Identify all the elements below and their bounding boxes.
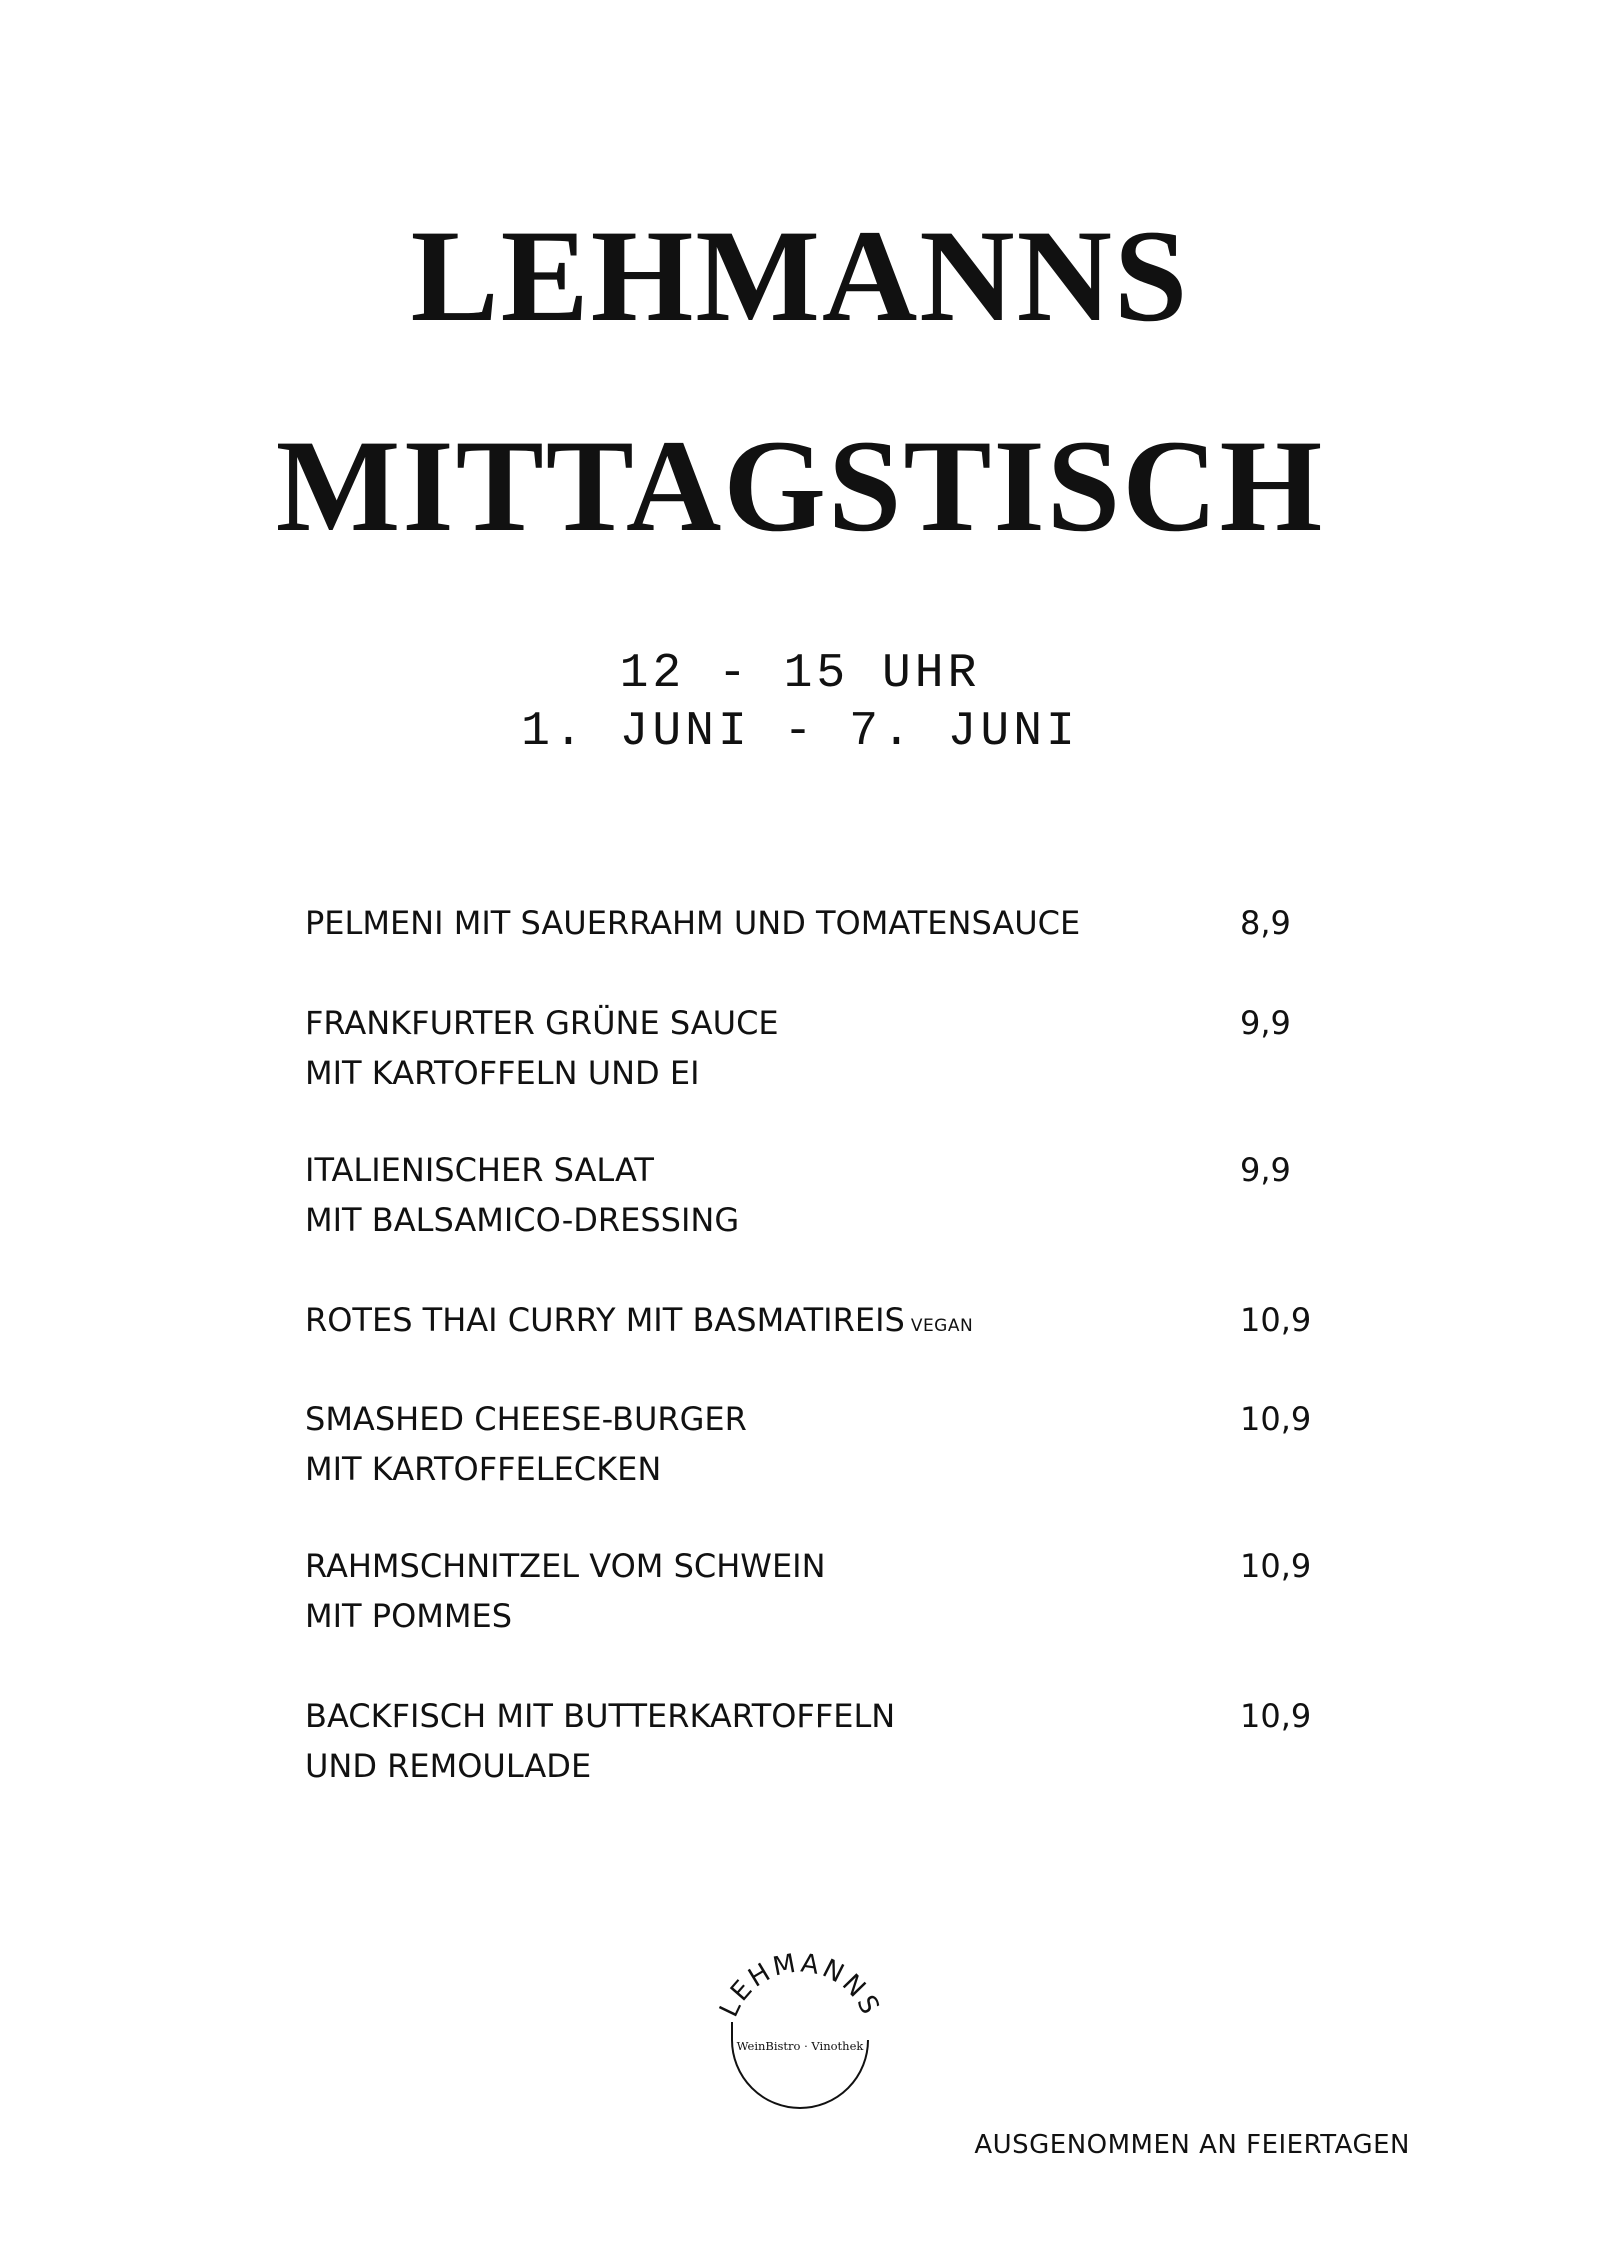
vegan-tag: VEGAN <box>910 1316 974 1336</box>
logo-name: LEHMANNS <box>714 1948 886 2022</box>
dish-name <box>305 1394 1205 1494</box>
opening-hours <box>0 645 1600 761</box>
dish-line-2: UND REMOULADE <box>305 1747 592 1785</box>
dish-name <box>305 1541 1205 1641</box>
hours-time: 12 - 15 UHR <box>619 647 981 701</box>
dish-name <box>305 998 1205 1098</box>
dish-price: 10,9 <box>1240 1400 1312 1438</box>
dish-name <box>305 1295 1205 1351</box>
dish-line-2: MIT BALSAMICO-DRESSING <box>305 1201 740 1239</box>
title-line-1: LEHMANNS <box>410 202 1190 349</box>
title-line-2: MITTAGSTISCH <box>275 412 1325 559</box>
dish-line-2: MIT POMMES <box>305 1597 512 1635</box>
dish-price: 10,9 <box>1240 1547 1312 1585</box>
dish-line-1: ITALIENISCHER SALAT <box>305 1151 654 1189</box>
dish-price: 9,9 <box>1240 1004 1291 1042</box>
dish-price: 8,9 <box>1240 904 1291 942</box>
dish-price: 10,9 <box>1240 1301 1312 1339</box>
dish-line-1 <box>305 1295 1205 1351</box>
dish-line-1: RAHMSCHNITZEL VOM SCHWEIN <box>305 1547 826 1585</box>
dish-line-2: MIT KARTOFFELECKEN <box>305 1450 662 1488</box>
logo-subtitle: WeinBistro · Vinothek <box>736 2039 864 2053</box>
dish-line-1: SMASHED CHEESE-BURGER <box>305 1400 747 1438</box>
dish-name <box>305 1145 1205 1245</box>
holiday-note: AUSGENOMMEN AN FEIERTAGEN <box>974 2130 1410 2160</box>
dish-name <box>305 898 1205 948</box>
dish-line-1: BACKFISCH MIT BUTTERKARTOFFELN <box>305 1697 896 1735</box>
hours-dates: 1. JUNI - 7. JUNI <box>521 705 1079 759</box>
dish-price: 10,9 <box>1240 1697 1312 1735</box>
lehmanns-logo <box>710 1930 890 2130</box>
dish-line-1-text: ROTES THAI CURRY MIT BASMATIREIS <box>305 1301 905 1339</box>
dish-name <box>305 1691 1205 1791</box>
dish-line-2: MIT KARTOFFELN UND EI <box>305 1054 700 1092</box>
dish-line-1: FRANKFURTER GRÜNE SAUCE <box>305 1004 779 1042</box>
dish-price: 9,9 <box>1240 1151 1291 1189</box>
dish-line-1: PELMENI MIT SAUERRAHM UND TOMATENSAUCE <box>305 904 1081 942</box>
